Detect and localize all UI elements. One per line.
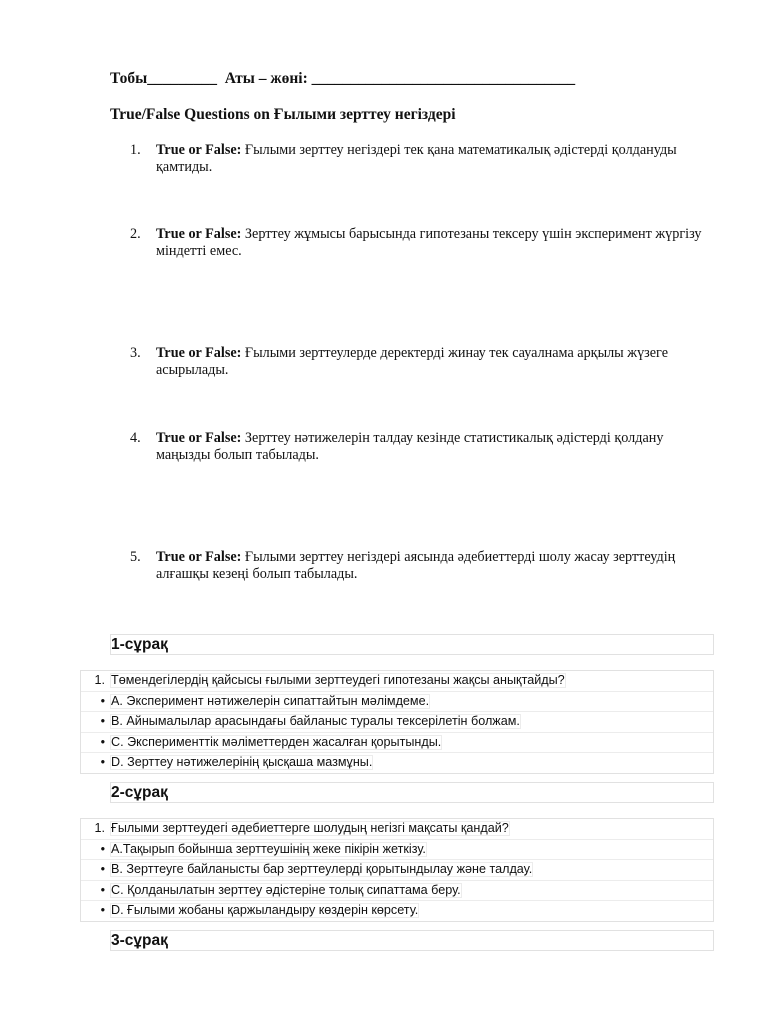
item-body [156, 430, 715, 464]
item-number: 5. [130, 549, 141, 565]
option-text: D. Ғылыми жобаны қаржыландыру көздерін көрсету. [111, 903, 419, 918]
item-number: 2. [130, 226, 141, 242]
question-text: Ғылыми зерттеудегі әдебиеттерге шолудың негізгі мақсаты қандай? [111, 821, 509, 835]
bullet-icon: • [100, 882, 105, 897]
option-row-a [81, 692, 713, 713]
true-or-false-label: True or False: [156, 430, 242, 446]
bullet-icon: • [100, 862, 105, 877]
question-row [81, 671, 713, 692]
bullet-icon: • [100, 734, 105, 749]
bullet-icon: • [100, 841, 105, 856]
option-text: B. Айнымалылар арасындағы байланыс туралы тексерілетін болжам. [111, 714, 520, 729]
option-text: D. Зерттеу нәтижелерінің қысқаша мазмұны. [111, 755, 373, 770]
question-heading-1: 1-сұрақ [110, 634, 714, 655]
item-number: 4. [130, 430, 141, 446]
true-or-false-label: True or False: [156, 549, 242, 565]
bullet-icon: • [100, 714, 105, 729]
statement-text: Зерттеу нәтижелерін талдау кезінде статистикалық әдістерді қолдану маңызды болып табылады. [156, 430, 664, 463]
item-body [156, 226, 715, 260]
student-info-line: Тобы_________ Аты – жөні: __________________________________ [110, 70, 576, 87]
question-text: Төмендегілердің қайсысы ғылыми зерттеудегі гипотезаны жақсы анықтайды? [111, 673, 565, 687]
question-heading-2: 2-сұрақ [110, 782, 714, 803]
item-body [156, 345, 715, 379]
option-row-b [81, 712, 713, 733]
statement-text: Ғылыми зерттеу негіздері тек қана математикалық әдістерді қолдануды қамтиды. [156, 142, 677, 175]
question-row [81, 819, 713, 840]
option-text: C. Қолданылатын зерттеу әдістеріне толық сипаттама беру. [111, 882, 461, 897]
option-row-c [81, 733, 713, 754]
statement-text: Зерттеу жұмысы барысында гипотезаны тексеру үшін эксперимент жүргізу міндетті емес. [156, 226, 702, 259]
item-number: 3. [130, 345, 141, 361]
option-row-a [81, 840, 713, 861]
true-or-false-label: True or False: [156, 226, 242, 242]
true-false-item-2 [110, 226, 715, 260]
option-text: A.Тақырып бойынша зерттеушінің жеке пікірін жеткізу. [111, 841, 426, 856]
item-body [156, 142, 715, 176]
option-text: C. Эксперименттік мәліметтерден жасалған қорытынды. [111, 734, 442, 749]
bullet-icon: • [100, 903, 105, 918]
page-title: True/False Questions on Ғылыми зерттеу негіздері [110, 106, 456, 123]
option-row-d [81, 753, 713, 773]
option-row-c [81, 881, 713, 902]
bullet-icon: • [100, 693, 105, 708]
option-text: A. Эксперимент нәтижелерін сипаттайтын мәлімдеме. [111, 693, 430, 708]
true-or-false-label: True or False: [156, 345, 242, 361]
true-false-item-3 [110, 345, 715, 379]
true-false-item-5 [110, 549, 715, 583]
bullet-icon: • [100, 755, 105, 770]
true-false-item-1 [110, 142, 715, 176]
question-block-2 [80, 818, 714, 922]
statement-text: Ғылыми зерттеу негіздері аясында әдебиеттерді шолу жасау зерттеудің алғашқы кезеңі болып табылады. [156, 549, 676, 582]
true-false-item-4 [110, 430, 715, 464]
option-row-b [81, 860, 713, 881]
question-heading-3: 3-сұрақ [110, 930, 714, 951]
option-row-d [81, 901, 713, 921]
item-body [156, 549, 715, 583]
question-block-1 [80, 670, 714, 774]
option-text: B. Зерттеуге байланысты бар зерттеулерді қорытындылау және талдау. [111, 862, 533, 877]
statement-text: Ғылыми зерттеулерде деректерді жинау тек сауалнама арқылы жүзеге асырылады. [156, 345, 668, 378]
item-number: 1. [130, 142, 141, 158]
true-or-false-label: True or False: [156, 142, 242, 158]
question-number: 1. [94, 673, 105, 687]
question-number: 1. [94, 821, 105, 835]
